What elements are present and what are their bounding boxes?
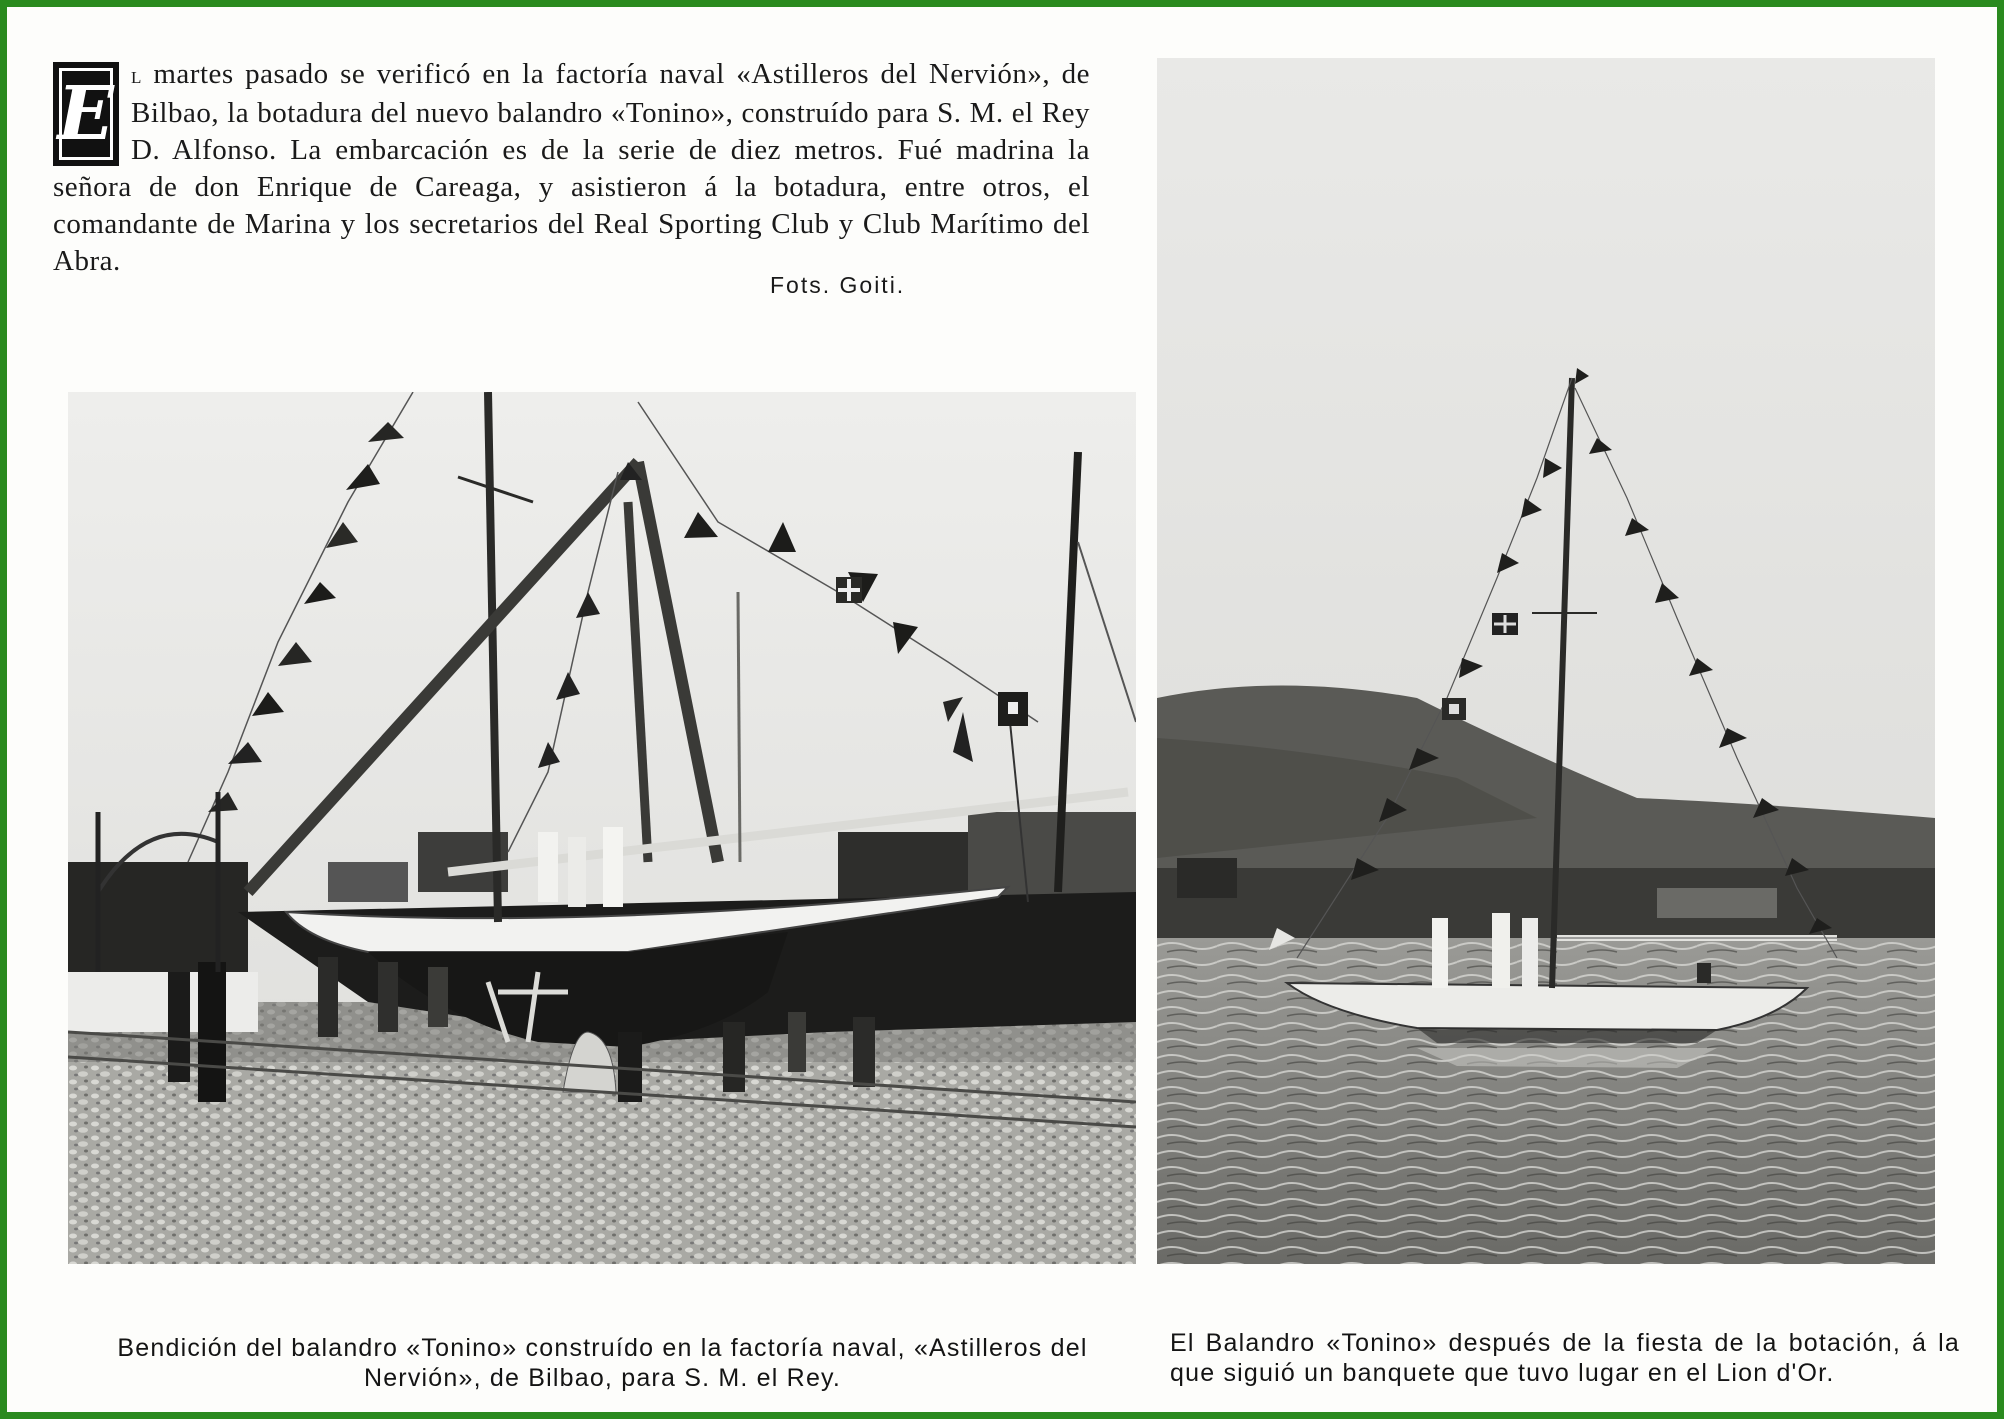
dropcap-initial: E: [53, 62, 119, 166]
photo-yacht-afloat: [1157, 58, 1935, 1264]
article-intro: [53, 56, 1090, 280]
photo-launch-slipway: [68, 392, 1136, 1264]
photo-credit: Fots. Goiti.: [770, 272, 906, 298]
first-word-rest: l: [131, 63, 142, 89]
caption-launch-slipway: Bendición del balandro «Tonino» construído en la factoría naval, «Astilleros del Nervión», de Bilbao, para S. M. el Rey.: [117, 1334, 1088, 1392]
intro-text: martes pasado se verificó en la factoría naval «Astilleros del Nervión», de Bilbao, la botadura del nuevo balandro «Tonino», construído para S. M. el Rey D. Alfonso. La embarcación es de la serie de diez metros. Fué madrina la señora de don Enrique de Careaga, y asistieron á la botadura, entre otros, el comandante de Marina y los secretarios del Real Sporting Club y Club Marítimo del Abra.: [53, 58, 1091, 277]
intro-paragraph: [53, 58, 1090, 277]
caption-yacht-afloat: El Balandro «Tonino» después de la fiesta de la botación, á la que siguió un banquete que tuvo lugar en el Lion d'Or.: [1170, 1329, 1960, 1387]
